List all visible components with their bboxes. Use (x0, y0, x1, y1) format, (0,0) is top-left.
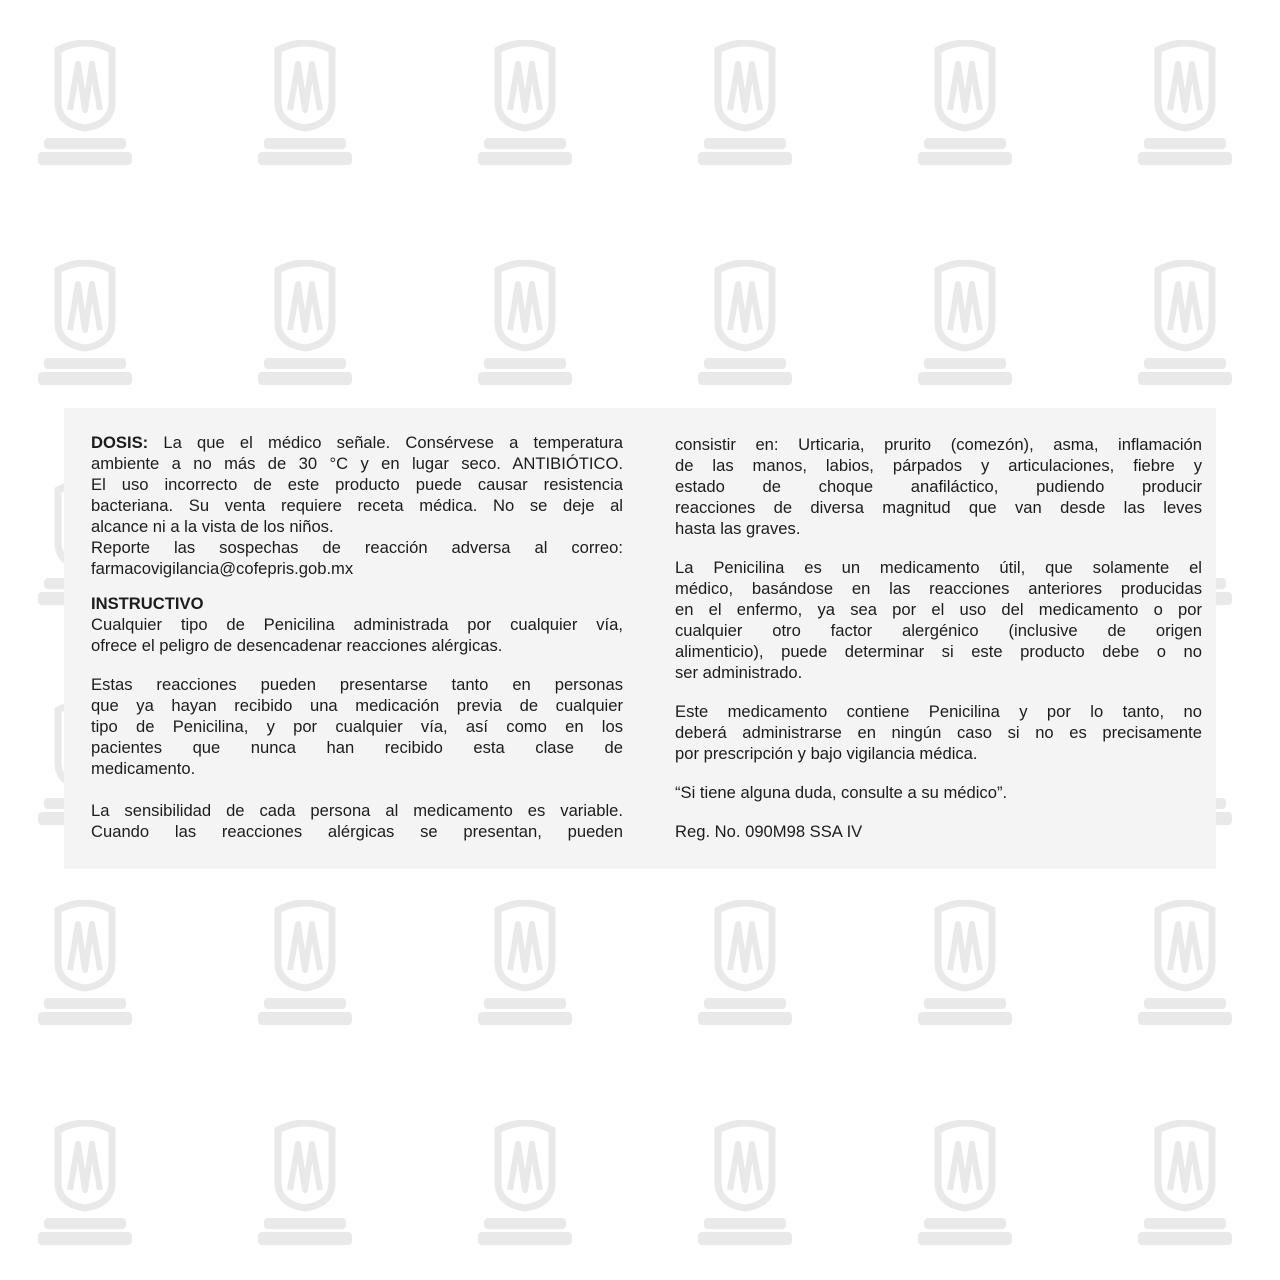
report-line: Reporte las sospechas de reacción adversa al correo: (91, 538, 623, 557)
pharmacy-logo-watermark-icon (30, 900, 140, 1030)
dosis-line: El uso incorrecto de este producto puede causar resistencia (91, 475, 623, 494)
dosis-line: ambiente a no más de 30 °C y en lugar seco. ANTIBIÓTICO. (91, 454, 623, 473)
registro-text: Reg. No. 090M98 SSA IV (675, 822, 863, 841)
pharmacy-logo-watermark-icon (1130, 40, 1240, 170)
pharmacy-logo-watermark-icon (250, 40, 360, 170)
pharmacy-logo-watermark-icon (250, 900, 360, 1030)
pharmacy-logo-watermark-icon (30, 40, 140, 170)
reacciones-line: tipo de Penicilina, y por cualquier vía, así como en los (91, 717, 623, 736)
contiene-line: por prescripción y bajo vigilancia médica. (675, 744, 978, 763)
duda-text: “Si tiene alguna duda, consulte a su médico”. (675, 783, 1008, 802)
penicilina-line: ser administrado. (675, 663, 803, 682)
consistir-line: reacciones de diversa magnitud que van desde las leves (675, 498, 1202, 517)
dosis-heading: DOSIS: (91, 433, 149, 452)
pharmacy-logo-watermark-icon (1130, 1120, 1240, 1250)
label-left-column (91, 432, 623, 842)
penicilina-line: en el enfermo, ya sea por el uso del medicamento o por (675, 600, 1202, 619)
instructivo-line: Cualquier tipo de Penicilina administrada por cualquier vía, (91, 615, 623, 634)
pharmacy-logo-watermark-icon (690, 40, 800, 170)
penicilina-line: cualquier otro factor alergénico (inclusive de origen (675, 621, 1202, 640)
pharmacy-logo-watermark-icon (910, 40, 1020, 170)
pharmacy-logo-watermark-icon (250, 1120, 360, 1250)
sensibilidad-line: Cuando las reacciones alérgicas se presentan, pueden (91, 822, 623, 841)
consistir-line: estado de choque anafiláctico, pudiendo producir (675, 477, 1202, 496)
pharmacy-logo-watermark-icon (30, 1120, 140, 1250)
pharmacy-logo-watermark-icon (1130, 900, 1240, 1030)
pharmacy-logo-watermark-icon (470, 1120, 580, 1250)
label-right-column (675, 434, 1202, 842)
reacciones-line: que ya hayan recibido una medicación previa de cualquier (91, 696, 623, 715)
pharmacy-logo-watermark-icon (250, 260, 360, 390)
pharmacy-logo-watermark-icon (690, 900, 800, 1030)
pharmacy-logo-watermark-icon (470, 40, 580, 170)
reacciones-line: medicamento. (91, 759, 196, 778)
contiene-line: Este medicamento contiene Penicilina y por lo tanto, no (675, 702, 1202, 721)
consistir-line: hasta las graves. (675, 519, 801, 538)
report-email: farmacovigilancia@cofepris.gob.mx (91, 559, 354, 578)
consistir-line: consistir en: Urticaria, prurito (comezón), asma, inflamación (675, 435, 1202, 454)
sensibilidad-line: La sensibilidad de cada persona al medicamento es variable. (91, 801, 623, 820)
label-panel (64, 408, 1216, 869)
contiene-line: deberá administrarse en ningún caso si no es precisamente (675, 723, 1202, 742)
pharmacy-logo-watermark-icon (1130, 260, 1240, 390)
pharmacy-logo-watermark-icon (470, 260, 580, 390)
penicilina-line: alimenticio), puede determinar si este producto debe o no (675, 642, 1202, 661)
penicilina-line: médico, basándose en las reacciones anteriores producidas (675, 579, 1202, 598)
penicilina-line: La Penicilina es un medicamento útil, que solamente el (675, 558, 1202, 577)
dosis-line: alcance ni a la vista de los niños. (91, 517, 334, 536)
pharmacy-logo-watermark-icon (910, 260, 1020, 390)
consistir-line: de las manos, labios, párpados y articulaciones, fiebre y (675, 456, 1202, 475)
reacciones-line: pacientes que nunca han recibido esta clase de (91, 738, 623, 757)
pharmacy-logo-watermark-icon (470, 900, 580, 1030)
instructivo-line: ofrece el peligro de desencadenar reacciones alérgicas. (91, 636, 503, 655)
dosis-line: bacteriana. Su venta requiere receta médica. No se deje al (91, 496, 623, 515)
instructivo-heading: INSTRUCTIVO (91, 594, 204, 613)
dosis-line: DOSIS: La que el médico señale. Consérvese a temperatura (91, 433, 623, 452)
pharmacy-logo-watermark-icon (690, 260, 800, 390)
pharmacy-logo-watermark-icon (690, 1120, 800, 1250)
pharmacy-logo-watermark-icon (30, 260, 140, 390)
reacciones-line: Estas reacciones pueden presentarse tanto en personas (91, 675, 623, 694)
pharmacy-logo-watermark-icon (910, 1120, 1020, 1250)
pharmacy-logo-watermark-icon (910, 900, 1020, 1030)
